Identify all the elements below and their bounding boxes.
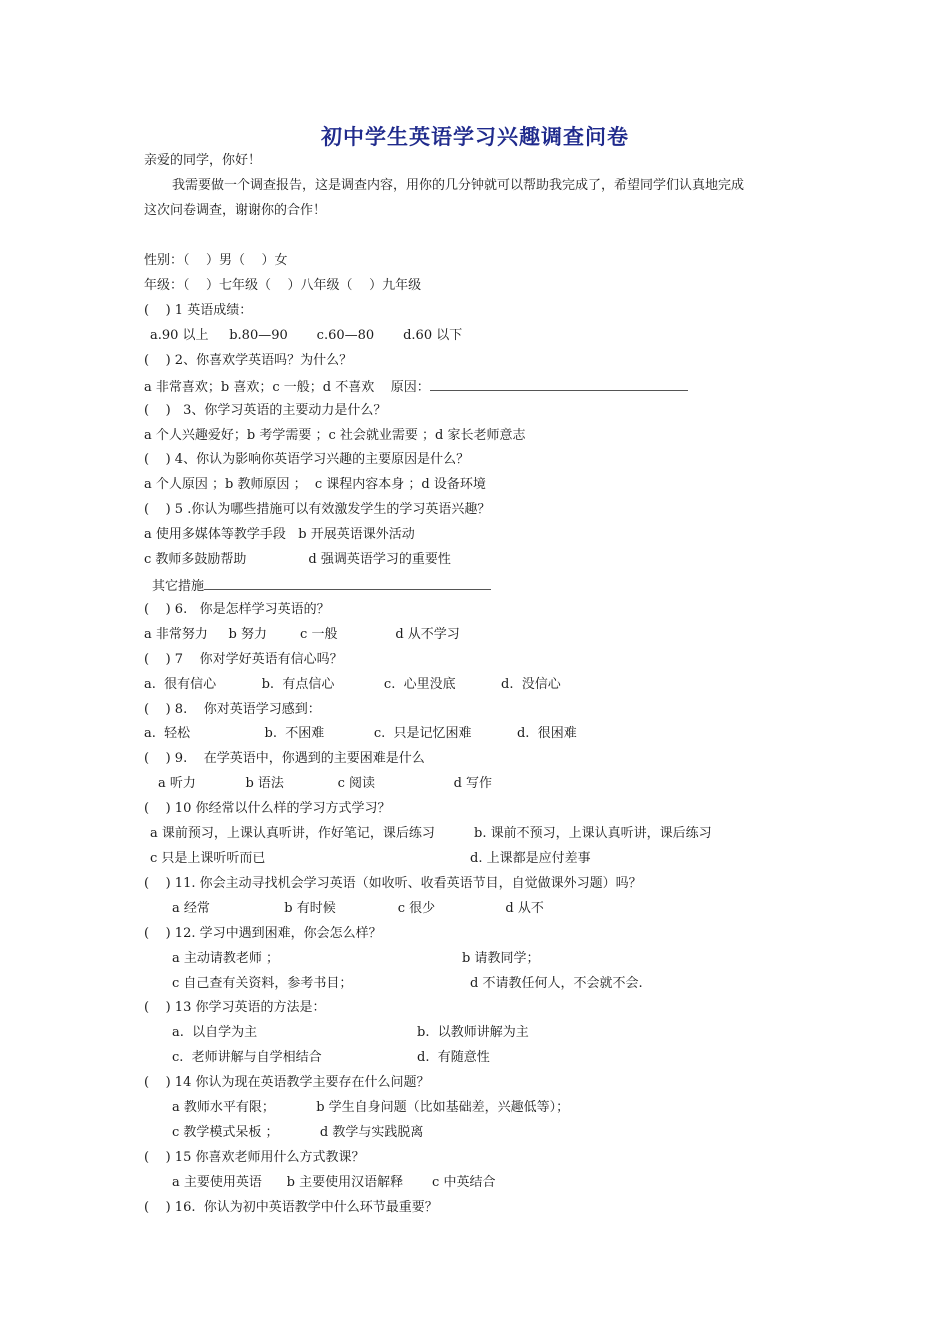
question-1-options: a.90 以上 b.80—90 c.60—80 d.60 以下 — [150, 328, 463, 343]
question-4: ( ) 4、你认为影响你英语学习兴趣的主要原因是什么？ — [144, 452, 470, 467]
question-4-options: a 个人原因 ；b 教师原因 ； c 课程内容本身 ；d 设备环境 — [144, 477, 486, 492]
page-title: 初中学生英语学习兴趣调查问卷 — [321, 124, 629, 149]
question-10: ( ) 10 你经常以什么样的学习方式学习？ — [144, 801, 391, 816]
question-5-options-1: a 使用多媒体等教学手段 b 开展英语课外活动 — [144, 527, 415, 542]
question-13-option-b: b. 以教师讲解为主 — [417, 1025, 529, 1040]
question-10-option-d: d. 上课都是应付差事 — [470, 851, 591, 866]
greeting: 亲爱的同学，你好！ — [144, 153, 262, 168]
grade-field: 年级：（ ）七年级（ ）八年级（ ）九年级 — [144, 278, 422, 293]
question-12: ( ) 12. 学习中遇到困难，你会怎么样？ — [144, 926, 382, 941]
gender-field: 性别：（ ）男（ ）女 — [144, 253, 288, 268]
question-14: ( ) 14 你认为现在英语教学主要存在什么问题？ — [144, 1075, 430, 1090]
question-12-option-b: b 请教同学； — [462, 951, 540, 966]
question-9: ( ) 9. 在学英语中，你遇到的主要困难是什么 — [144, 751, 425, 766]
intro-line-1: 我需要做一个调查报告，这是调查内容，用你的几分钟就可以帮助我完成了，希望同学们认真地完成 — [172, 178, 745, 193]
question-5: ( ) 5 .你认为哪些措施可以有效激发学生的学习英语兴趣？ — [144, 502, 491, 517]
question-6: ( ) 6. 你是怎样学习英语的？ — [144, 602, 330, 617]
question-9-options: a 听力 b 语法 c 阅读 d 写作 — [158, 776, 493, 791]
question-13-option-d: d. 有随意性 — [417, 1050, 490, 1065]
question-8-options: a. 轻松 b. 不困难 c. 只是记忆困难 d. 很困难 — [144, 726, 577, 741]
question-13: ( ) 13 你学习英语的方法是： — [144, 1000, 326, 1015]
question-5-other — [152, 577, 491, 595]
reason-blank — [430, 378, 688, 391]
question-5-options-2: c 教师多鼓励帮助 d 强调英语学习的重要性 — [144, 552, 451, 567]
question-15-options: a 主要使用英语 b 主要使用汉语解释 c 中英结合 — [172, 1175, 496, 1190]
other-measures-blank — [204, 577, 491, 590]
question-16: ( ) 16. 你认为初中英语教学中什么环节最重要？ — [144, 1200, 438, 1215]
question-13-option-a: a. 以自学为主 — [172, 1025, 258, 1040]
question-14-options-1: a 教师水平有限； b 学生自身问题（比如基础差，兴趣低等）； — [172, 1100, 570, 1115]
question-15: ( ) 15 你喜欢老师用什么方式教课？ — [144, 1150, 365, 1165]
question-14-options-2: c 教学模式呆板 ； d 教学与实践脱离 — [172, 1125, 424, 1140]
question-12-option-d: d 不请教任何人，不会就不会. — [470, 976, 643, 991]
question-2-options-text: a 非常喜欢；b 喜欢；c 一般；d 不喜欢 原因： — [144, 380, 430, 395]
question-12-option-a: a 主动请教老师 ； — [172, 951, 280, 966]
question-12-option-c: c 自己查有关资料，参考书目； — [172, 976, 353, 991]
question-7: ( ) 7 你对学好英语有信心吗？ — [144, 652, 343, 667]
question-13-option-c: c. 老师讲解与自学相结合 — [172, 1050, 322, 1065]
question-10-option-b: b. 课前不预习，上课认真听讲，课后练习 — [474, 826, 712, 841]
question-10-option-c: c 只是上课听听而已 — [150, 851, 266, 866]
question-2: ( ) 2、你喜欢学英语吗？为什么？ — [144, 353, 353, 368]
question-3-options: a 个人兴趣爱好；b 考学需要 ；c 社会就业需要 ；d 家长老师意志 — [144, 428, 526, 443]
question-6-options: a 非常努力 b 努力 c 一般 d 从不学习 — [144, 627, 460, 642]
question-2-options — [144, 378, 688, 396]
question-11: ( ) 11. 你会主动寻找机会学习英语（如收听、收看英语节目，自觉做课外习题）吗？ — [144, 876, 642, 891]
question-10-option-a: a 课前预习，上课认真听讲，作好笔记，课后练习 — [150, 826, 435, 841]
question-5-other-label: 其它措施 — [152, 579, 205, 594]
question-8: ( ) 8. 你对英语学习感到： — [144, 702, 321, 717]
intro-line-2: 这次问卷调查，谢谢你的合作！ — [144, 203, 327, 218]
question-7-options: a. 很有信心 b. 有点信心 c. 心里没底 d. 没信心 — [144, 677, 561, 692]
question-3: ( ) 3、你学习英语的主要动力是什么？ — [144, 403, 387, 418]
question-1: ( ) 1 英语成绩： — [144, 303, 253, 318]
question-11-options: a 经常 b 有时候 c 很少 d 从不 — [172, 901, 544, 916]
